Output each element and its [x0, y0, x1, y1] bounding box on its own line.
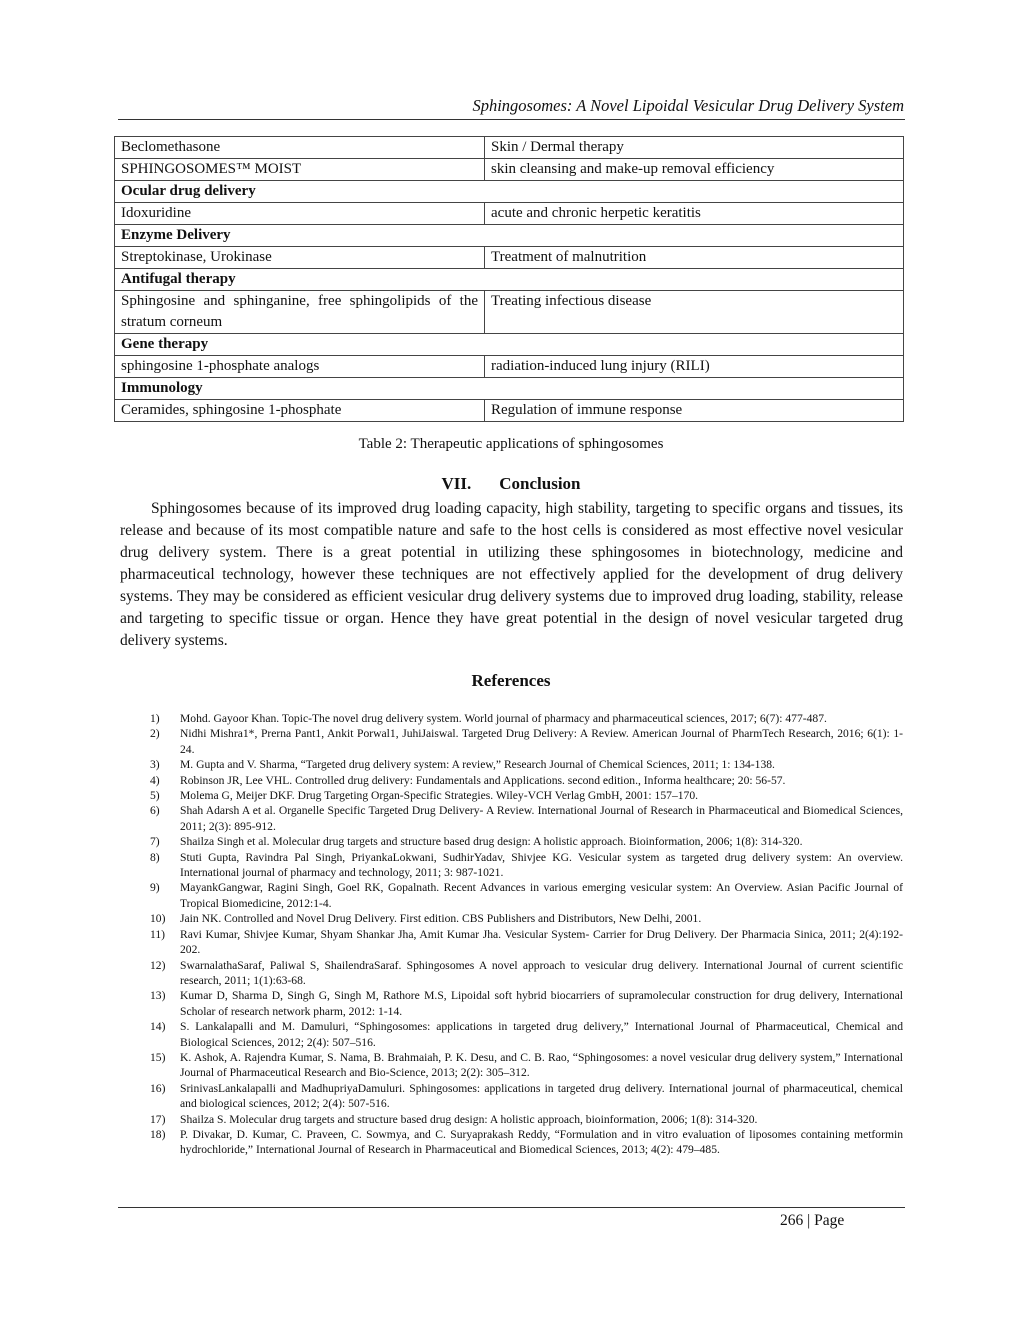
references-heading: References — [471, 671, 551, 690]
reference-number: 18) — [150, 1127, 166, 1141]
reference-text: S. Lankalapalli and M. Damuluri, “Sphingosomes: applications in targeted drug delivery,” International Journal of Pharmaceutical, Chemical and Biological Sciences, 2012; 2(4): 507–516. — [180, 1020, 903, 1049]
table-section-row — [115, 378, 904, 400]
reference-number: 3) — [150, 758, 160, 772]
reference-item — [150, 803, 903, 834]
reference-text: SwarnalathaSaraf, Paliwal S, ShailendraSaraf. Sphingosomes A novel approach to vesicular drug delivery. International Journal of current scientific research, 2011; 1(1):63-68. — [180, 958, 903, 987]
table-row — [115, 356, 904, 378]
application-cell: radiation-induced lung injury (RILI) — [485, 356, 904, 378]
reference-item — [150, 850, 903, 881]
section-label: Gene therapy — [115, 334, 904, 356]
reference-item — [150, 988, 903, 1019]
section-label: Ocular drug delivery — [115, 181, 904, 203]
reference-text: Molema G, Meijer DKF. Drug Targeting Organ-Specific Strategies. Wiley-VCH Verlag GmbH, 2001: 157–170. — [180, 789, 699, 803]
reference-text: Mohd. Gayoor Khan. Topic-The novel drug delivery system. World journal of pharmacy and pharmaceutical sciences, 2017; 6(7): 477-487. — [180, 712, 827, 725]
drug-cell: Sphingosine and sphinganine, free sphingolipids of the stratum corneum — [115, 291, 485, 334]
reference-text: Stuti Gupta, Ravindra Pal Singh, PriyankaLokwani, SudhirYadav, Shivjee KG. Vesicular system as targeted drug delivery system: An overview. International journal of pharmacy and technology, 2011; 3: 987-1021. — [180, 850, 903, 880]
table-row — [115, 137, 904, 159]
reference-text: Nidhi Mishra1*, Prerna Pant1, Ankit Porwal1, JuhiJaiswal. Targeted Drug Delivery: A Review. American Journal of PharmTech Research, 2016; 6(1): 1-24. — [180, 727, 903, 756]
reference-number: 12) — [150, 958, 166, 972]
application-cell: skin cleansing and make-up removal efficiency — [485, 159, 904, 181]
table-row — [115, 159, 904, 181]
reference-text: M. Gupta and V. Sharma, “Targeted drug delivery system: A review,” Research Journal of Chemical Sciences, 2011; 1: 134-138. — [180, 758, 775, 772]
reference-number: 11) — [150, 927, 166, 941]
reference-item — [150, 880, 903, 911]
reference-text: Ravi Kumar, Shivjee Kumar, Shyam Shankar Jha, Amit Kumar Jha. Vesicular System- Carrier for Drug Delivery. Der Pharmacia Sinica, 2011; 2(4):192-202. — [180, 927, 903, 957]
reference-item — [150, 834, 903, 849]
application-cell: Skin / Dermal therapy — [485, 137, 904, 159]
reference-item — [150, 1050, 903, 1081]
table-section-row — [115, 225, 904, 247]
reference-number: 15) — [150, 1050, 166, 1064]
reference-item — [150, 1081, 903, 1112]
table-body — [115, 137, 904, 422]
drug-cell: Beclomethasone — [115, 137, 485, 159]
reference-item — [150, 911, 903, 926]
reference-item — [150, 958, 903, 989]
section-label: Antifugal therapy — [115, 269, 904, 291]
table-row — [115, 247, 904, 269]
reference-text: K. Ashok, A. Rajendra Kumar, S. Nama, B. Brahmaiah, P. K. Desu, and C. B. Rao, “Sphingosomes: a novel vesicular drug delivery system,” International Journal of Pharmaceutical Research and Bio-Science, 2013; 2(2): 305–312. — [180, 1050, 903, 1080]
conclusion-heading — [118, 474, 904, 494]
reference-text: Jain NK. Controlled and Novel Drug Delivery. First edition. CBS Publishers and Distributors, New Delhi, 2001. — [180, 912, 702, 926]
reference-number: 7) — [150, 835, 160, 849]
reference-number: 10) — [150, 912, 166, 926]
reference-number: 16) — [150, 1081, 166, 1095]
reference-item — [150, 1112, 903, 1127]
reference-text: Shailza Singh et al. Molecular drug targets and structure based drug design: A holistic approach. Bioinformation, 2006; 1(8): 314-320. — [180, 835, 803, 849]
reference-number: 9) — [150, 881, 160, 895]
drug-cell: Ceramides, sphingosine 1-phosphate — [115, 400, 485, 422]
table-section-row — [115, 181, 904, 203]
reference-text: Shah Adarsh A et al. Organelle Specific Targeted Drug Delivery- A Review. International Journal of Research in Pharmaceutical and Biomedical Sciences, 2011; 2(3): 895-912. — [180, 804, 903, 833]
reference-text: P. Divakar, D. Kumar, C. Praveen, C. Sowmya, and C. Suryaprakash Reddy, “Formulation and in vitro evaluation of liposomes containing metformin hydrochloride,” International Journal of Research in Pharmaceutical and Biomedical Sciences, 2013; 4(2): 479–485. — [180, 1127, 903, 1157]
reference-number: 1) — [150, 712, 160, 725]
reference-item — [150, 788, 903, 803]
section-label: Enzyme Delivery — [115, 225, 904, 247]
table-section-row — [115, 269, 904, 291]
application-cell: Treating infectious disease — [485, 291, 904, 334]
reference-number: 5) — [150, 789, 160, 803]
reference-item — [150, 757, 903, 772]
reference-item — [150, 1127, 903, 1158]
drug-cell: Idoxuridine — [115, 203, 485, 225]
application-cell: acute and chronic herpetic keratitis — [485, 203, 904, 225]
references-list — [150, 711, 903, 1158]
reference-item — [150, 1019, 903, 1050]
reference-text: Robinson JR, Lee VHL. Controlled drug delivery: Fundamentals and Applications. second edition., Informa healthcare; 20: 56-57. — [180, 773, 786, 787]
reference-number: 14) — [150, 1020, 166, 1034]
table-row — [115, 203, 904, 225]
header-rule — [118, 119, 905, 120]
application-cell: Regulation of immune response — [485, 400, 904, 422]
reference-text: Shailza S. Molecular drug targets and structure based drug design: A holistic approach, bioinformation, 2006; 1(8): 314-320. — [180, 1112, 758, 1126]
table-row — [115, 400, 904, 422]
table-section-row — [115, 334, 904, 356]
drug-cell: sphingosine 1-phosphate analogs — [115, 356, 485, 378]
drug-cell: Streptokinase, Urokinase — [115, 247, 485, 269]
conclusion-paragraph: Sphingosomes because of its improved drug loading capacity, high stability, targeting to specific organs and tissues, its release and because of its most compatible nature and safe to the host cells is considered as most effective novel vesicular drug delivery system. There is a great potential in utilizing these sphingosomes in biotechnology, medicine and pharmaceutical technology, however these techniques are not effectively applied for the development of drug delivery systems. They may be considered as efficient vesicular drug delivery systems due to improved drug loading, stability, release and targeting to specific tissue or organ. Hence they have great potential in the design of novel vesicular targeted drug delivery systems. — [120, 500, 903, 649]
table-row — [115, 291, 904, 334]
reference-item — [150, 773, 903, 788]
section-label: Immunology — [115, 378, 904, 400]
running-title: Sphingosomes: A Novel Lipoidal Vesicular Drug Delivery System — [472, 96, 904, 115]
reference-number: 6) — [150, 804, 160, 818]
reference-item — [150, 726, 903, 757]
section-number: VII. — [441, 474, 472, 493]
reference-number: 2) — [150, 727, 160, 741]
reference-text: SrinivasLankalapalli and MadhupriyaDamuluri. Sphingosomes: applications in targeted drug delivery. International journal of pharmaceutical, chemical and biological sciences, 2012; 2(4): 507-516. — [180, 1081, 903, 1111]
footer-rule — [118, 1207, 905, 1208]
reference-number: 8) — [150, 850, 160, 864]
reference-number: 4) — [150, 773, 160, 787]
reference-text: MayankGangwar, Ragini Singh, Goel RK, Gopalnath. Recent Advances in various emerging vesicular system: An Overview. Asian Pacific Journal of Tropical Biomedicine, 2012:1-4. — [180, 881, 903, 910]
therapeutic-applications-table — [114, 136, 904, 422]
table-caption: Table 2: Therapeutic applications of sphingosomes — [358, 436, 664, 452]
section-title: Conclusion — [499, 474, 581, 493]
reference-number: 17) — [150, 1112, 166, 1126]
reference-number: 13) — [150, 989, 166, 1003]
drug-cell: SPHINGOSOMES™ MOIST — [115, 159, 485, 181]
application-cell: Treatment of malnutrition — [485, 247, 904, 269]
reference-text: Kumar D, Sharma D, Singh G, Singh M, Rathore M.S, Lipoidal soft hybrid biocarriers of supramolecular construction for drug delivery, International Scholar of research network pharm, 2012: 1-14. — [180, 989, 903, 1018]
reference-item — [150, 711, 903, 726]
reference-item — [150, 927, 903, 958]
page-number: 266 | Page — [780, 1212, 845, 1229]
